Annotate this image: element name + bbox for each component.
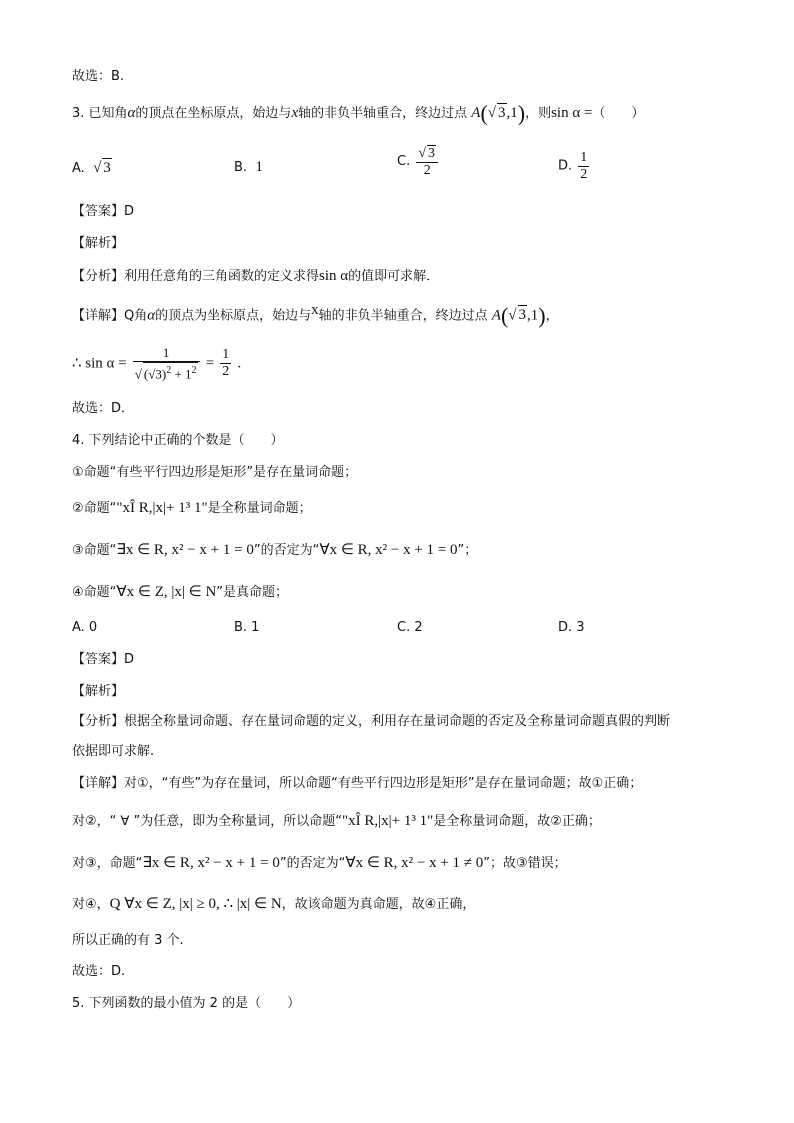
q3-point-a: A [471, 105, 481, 121]
q3-xiangjie-mid: 的顶点为坐标原点，始边与 [155, 308, 312, 324]
q4-d4-suffix: ，故该命题为真命题，故④正确， [281, 897, 476, 912]
q4-s3-suffix: ”； [457, 543, 478, 558]
q4-detail-1: 【详解】对①，“有些”为存在量词，所以命题“有些平行四边形是矩形”是存在量词命题；故①正确； [72, 776, 643, 791]
q3-answer: 【答案】D [72, 204, 135, 219]
q3-option-d-numerator: 1 [580, 150, 588, 165]
q4-d2-math: "xÎ R,|x|+ 1³ 1" [342, 813, 434, 829]
q3-xiangjie-point-sqrt: 3 [518, 307, 527, 324]
q5-stem: 5. 下列函数的最小值为 2 的是（ ） [72, 996, 301, 1011]
q4-s4-suffix: ”是真命题； [216, 585, 289, 600]
q3-option-c-denominator: 2 [423, 163, 431, 178]
q4-d3-prefix: 对③，命题“ [72, 856, 143, 871]
q3-option-a-value: 3 [103, 160, 111, 176]
q3-fenxi-math: sin α [319, 268, 349, 284]
q3-option-d-label: D. [558, 158, 573, 174]
q3-stem-then: ，则 [525, 106, 552, 121]
q3-calculation [72, 345, 241, 382]
q4-d4-math: Q ∀x ∈ Z, |x| ≥ 0, ∴ |x| ∈ N [109, 896, 282, 912]
q3-option-c-numerator: 3 [428, 146, 436, 161]
q4-s2-prefix: ②命题“ [72, 501, 117, 516]
q4-s3-prefix: ③命题“ [72, 543, 117, 558]
q3-option-d [558, 150, 591, 183]
q3-calc-numerator: 1 [133, 345, 200, 362]
q3-point-rest: ,1 [506, 105, 518, 121]
q4-d3-math1: ∃x ∈ R, x² − x + 1 = 0 [142, 855, 280, 871]
q3-option-d-denominator: 2 [580, 167, 588, 182]
q3-xiangjie-x: x [311, 302, 319, 318]
q3-alpha: α [127, 105, 136, 121]
q3-fenxi-suffix: 的值即可求解． [348, 269, 440, 284]
q4-statement-3 [72, 541, 477, 560]
q3-stem: 3. 已知角α的顶点在坐标原点，始边与x轴的非负半轴重合，终边过点 A(√ 3,1)，则sin α =（ ） [72, 100, 645, 126]
q3-calc-sq2: 2 [191, 365, 197, 376]
q3-calc-den-inner: (√3) [143, 366, 167, 382]
q3-xiangjie-point-rest: ,1 [527, 307, 539, 324]
q3-xiangjie-mid2: 轴的非负半轴重合，终边过点 [318, 308, 488, 324]
q3-option-b [234, 158, 263, 177]
q3-calc-result-den: 2 [222, 364, 230, 380]
q4-detail-2 [72, 812, 601, 831]
q3-calc-den-rest: + 1 [174, 366, 192, 382]
q3-sin-alpha: sin α = [551, 105, 593, 121]
q3-fenxi [72, 267, 439, 286]
q3-option-c-label: C. [397, 154, 411, 169]
q3-calc-equals: = [205, 355, 215, 372]
q3-xiangjie: 【详解】Q角α的顶点为坐标原点，始边与$^x$轴的非负半轴重合，终边过点 A(√ 3,1)， [72, 302, 559, 328]
q3-calc-result-num: 1 [222, 347, 230, 363]
q4-option-d: D. 3 [558, 620, 585, 635]
q4-statement-4 [72, 583, 288, 602]
q4-d3-suffix: ”；故③错误； [483, 856, 567, 871]
q4-conclusion: 所以正确的有 3 个. [72, 933, 184, 948]
q4-option-c: C. 2 [397, 620, 423, 635]
q3-xiangjie-point-a: A [491, 307, 501, 324]
q3-option-b-label: B. [234, 160, 248, 175]
q4-s2-suffix: 是全称量词命题； [207, 501, 312, 516]
q4-tail: 故选：D. [72, 964, 126, 979]
q4-s3-math2: ∀x ∈ R, x² − x + 1 = 0 [319, 542, 458, 558]
q3-option-c [397, 145, 440, 179]
q3-paren-open: ( [480, 100, 488, 126]
q3-stem-mid: 的顶点在坐标原点，始边与 [135, 106, 292, 121]
q4-d3-math2: ∀x ∈ R, x² − x + 1 ≠ 0 [345, 855, 484, 871]
q3-stem-end: （ ） [592, 106, 645, 121]
q4-d2-suffix: 是全称量词命题，故②正确； [433, 814, 601, 829]
q4-s3-math1: ∃x ∈ R, x² − x + 1 = 0 [116, 542, 254, 558]
q3-calc-result [220, 347, 231, 380]
q2-answer-line: 故选：B. [72, 69, 125, 84]
q4-s3-mid: ”的否定为“ [253, 543, 320, 558]
q3-xiangjie-alpha: α [147, 307, 156, 324]
q4-detail-3 [72, 854, 567, 873]
q3-option-a: A. √ 3 [72, 160, 111, 176]
q3-calc-sq1: 2 [166, 365, 172, 376]
q3-tail: 故选：D． [72, 401, 135, 416]
q4-option-b: B. 1 [234, 620, 260, 635]
q3-calc-fraction [133, 345, 200, 382]
q4-d2-prefix: 对②，“ ∀ ”为任意，即为全称量词，所以命题“ [72, 814, 343, 829]
q3-stem-prefix: 3. 已知角 [72, 106, 128, 121]
q3-point-sqrt: 3 [498, 105, 506, 121]
q4-statement-2 [72, 499, 312, 518]
q3-xiangjie-prefix: 【详解】Q角 [72, 308, 148, 324]
q3-jiexi: 【解析】 [72, 236, 125, 251]
q4-s4-math: ∀x ∈ Z, |x| ∈ N [116, 584, 217, 600]
q4-s4-prefix: ④命题“ [72, 585, 117, 600]
q4-fenxi-line2: 依据即可求解. [72, 744, 155, 759]
q4-s2-math: "xÎ R,|x|+ 1³ 1" [116, 500, 208, 516]
q4-option-a: A. 0 [72, 620, 98, 635]
q4-detail-4 [72, 895, 475, 914]
q4-answer: 【答案】D [72, 652, 135, 667]
q4-d3-mid: ”的否定为“ [279, 856, 346, 871]
q4-statement-1: ①命题“有些平行四边形是矩形”是存在量词命题； [72, 465, 358, 480]
q3-calc-end: . [237, 355, 242, 372]
q4-stem: 4. 下列结论中正确的个数是（ ） [72, 433, 284, 448]
q3-option-a-label: A. [72, 161, 85, 176]
q3-fenxi-prefix: 【分析】利用任意角的三角函数的定义求得 [72, 269, 320, 284]
q3-calc-denominator: √ $(√3)^2 + 1^2$ [133, 362, 200, 382]
q3-paren-close: ) [517, 100, 526, 126]
q3-option-b-value: 1 [255, 159, 263, 175]
q3-calc-prefix: ∴ sin α = [72, 355, 127, 372]
q3-option-d-fraction [578, 150, 589, 183]
q4-fenxi-line1: 【分析】根据全称量词命题、存在量词命题的定义，利用存在量词命题的否定及全称量词命题真假的判断 [72, 714, 671, 729]
q3-stem-mid2: 轴的非负半轴重合，终边过点 [298, 106, 468, 121]
q3-option-c-fraction: $\frac{√ 3}{2}$ [416, 145, 438, 179]
q3-x: x [291, 105, 299, 121]
q4-d4-prefix: 对④， [72, 897, 110, 912]
q4-jiexi: 【解析】 [72, 684, 125, 699]
